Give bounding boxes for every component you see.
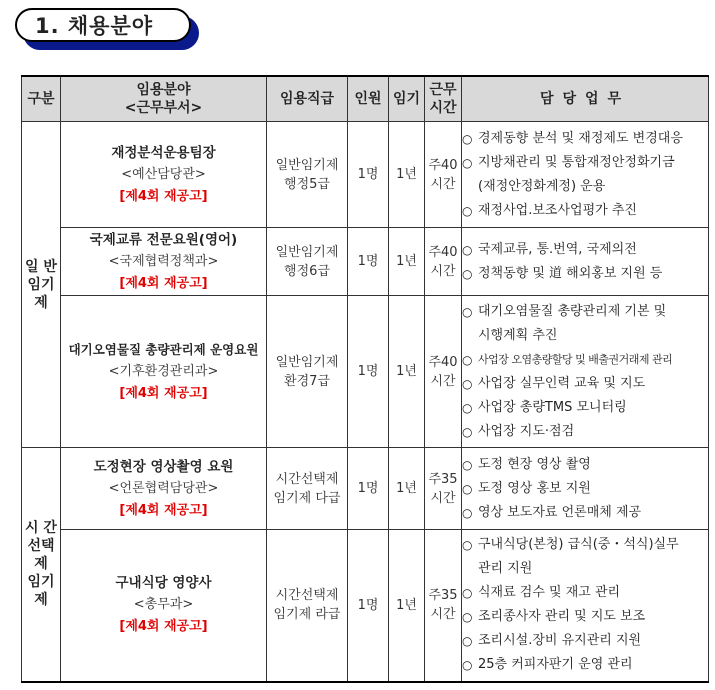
field-cell: [61, 296, 267, 448]
term-cell: 1년: [389, 530, 425, 682]
field-dept: <총무과>: [133, 597, 194, 613]
duty-item: ○ 25층 커피자판기 운영 관리: [462, 657, 633, 673]
field-note: [제4회 재공고]: [119, 502, 208, 518]
duty-item: ○ 영상 보도자료 언론매체 제공: [462, 504, 642, 520]
duty-item: ○ 사업장 지도·점검: [462, 423, 575, 439]
duties-cell: [462, 448, 709, 530]
term-cell: 1년: [389, 448, 425, 530]
duty-item: ○ 경제동향 분석 및 재정제도 변경대응: [462, 130, 683, 146]
title-box: [15, 8, 191, 42]
field-name: 대기오염물질 총량관리제 운영요원: [68, 341, 259, 357]
header-row: [22, 76, 709, 122]
count-cell: 1명: [348, 296, 389, 448]
duty-item: ○ 도정 영상 홍보 지원: [462, 480, 591, 496]
duty-item: (재정안정화계정) 운용: [478, 178, 606, 194]
header-duties: 담당업무: [462, 76, 709, 122]
duty-item: 시행계획 추진: [478, 327, 558, 343]
duty-item: ○ 조리종사자 관리 및 지도 보조: [462, 609, 646, 625]
count-cell: 1명: [348, 122, 389, 228]
grade-cell: 시간선택제 임기제 다급: [267, 448, 348, 530]
field-name: 도정현장 영상촬영 요원: [93, 458, 234, 475]
field-name: 국제교류 전문요원(영어): [89, 231, 238, 248]
term-cell: 1년: [389, 122, 425, 228]
duty-item: ○ 대기오염물질 총량관리제 기본 및: [462, 303, 667, 319]
duty-item: ○ 구내식당(본청) 급식(중・석식)실무: [462, 537, 679, 553]
table-row: [22, 122, 709, 228]
duty-item: ○ 사업장 오염총량할당 및 배출권거래제 관리: [462, 352, 673, 367]
duty-item: ○ 국제교류, 통.번역, 국제의전: [462, 241, 637, 257]
header-category: 구분: [22, 76, 61, 122]
field-name: 구내식당 영양사: [115, 575, 212, 592]
hours-cell: 주40 시간: [425, 228, 462, 296]
header-hours: 근무 시간: [425, 76, 462, 122]
table-row: [22, 228, 709, 296]
count-cell: 1명: [348, 228, 389, 296]
hours-cell: 주35 시간: [425, 530, 462, 682]
header-count: 인원: [348, 76, 389, 122]
hours-cell: 주40 시간: [425, 296, 462, 448]
field-cell: [61, 122, 267, 228]
table-row: [22, 296, 709, 448]
recruitment-table: [21, 75, 709, 683]
duty-item: ○ 지방채관리 및 통합재정안정화기금: [462, 154, 675, 170]
field-dept: <국제협력정책과>: [108, 253, 219, 269]
duty-item: ○ 조리시설.장비 유지관리 지원: [462, 633, 642, 649]
category-part-time: 시 간 선택제 임기제: [22, 448, 61, 682]
field-note: [제4회 재공고]: [119, 275, 208, 291]
field-name: 재정분석운용팀장: [111, 144, 216, 161]
field-dept: <언론협력담당관>: [108, 480, 219, 496]
duties-cell: [462, 228, 709, 296]
duty-item: 관리 지원: [478, 561, 533, 577]
duty-item: ○ 도정 현장 영상 촬영: [462, 456, 591, 472]
duty-item: ○ 정책동향 및 道 해외홍보 지원 등: [462, 265, 663, 281]
grade-cell: 일반임기제 환경7급: [267, 296, 348, 448]
category-general: 일 반 임기제: [22, 122, 61, 448]
grade-cell: 일반임기제 행정6급: [267, 228, 348, 296]
duty-item: ○ 사업장 실무인력 교육 및 지도: [462, 375, 646, 391]
table-row: [22, 448, 709, 530]
term-cell: 1년: [389, 228, 425, 296]
title-text: 1. 채용분야: [35, 14, 154, 38]
duties-cell: [462, 296, 709, 448]
header-field: 임용분야 <근무부서>: [61, 76, 267, 122]
field-note: [제4회 재공고]: [119, 188, 208, 204]
hours-cell: 주40 시간: [425, 122, 462, 228]
duty-item: ○ 재정사업.보조사업평가 추진: [462, 202, 637, 218]
table-row: [22, 530, 709, 682]
duties-cell: [462, 530, 709, 682]
field-cell: [61, 448, 267, 530]
duty-item: ○ 식재료 검수 및 재고 관리: [462, 585, 621, 601]
term-cell: 1년: [389, 296, 425, 448]
grade-cell: 시간선택제 임기제 라급: [267, 530, 348, 682]
field-note: [제4회 재공고]: [119, 619, 208, 635]
hours-cell: 주35 시간: [425, 448, 462, 530]
count-cell: 1명: [348, 448, 389, 530]
field-cell: [61, 228, 267, 296]
field-dept: <예산담당관>: [121, 166, 206, 182]
grade-cell: 일반임기제 행정5급: [267, 122, 348, 228]
count-cell: 1명: [348, 530, 389, 682]
duty-item: ○ 사업장 총량TMS 모니터링: [462, 399, 627, 415]
field-dept: <기후환경관리과>: [108, 363, 219, 379]
field-cell: [61, 530, 267, 682]
header-grade: 임용직급: [267, 76, 348, 122]
header-term: 임기: [389, 76, 425, 122]
field-note: [제4회 재공고]: [119, 385, 208, 401]
duties-cell: [462, 122, 709, 228]
section-title: [15, 8, 201, 52]
